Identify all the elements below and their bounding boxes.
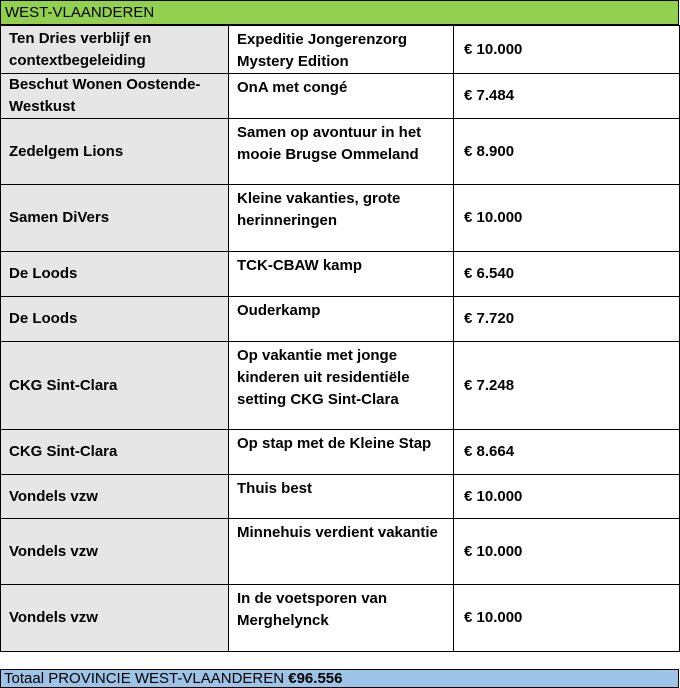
org-cell: CKG Sint-Clara — [1, 430, 229, 475]
table-row — [1, 119, 680, 185]
amount-cell: € 8.664 — [454, 430, 680, 475]
table-row — [1, 252, 680, 297]
amount-cell: € 7.720 — [454, 297, 680, 342]
org-cell: Samen DiVers — [1, 185, 229, 252]
total-amount: €96.556 — [288, 670, 343, 687]
org-cell: Ten Dries verblijf en contextbegeleiding — [1, 26, 229, 74]
project-cell: Kleine vakanties, grote herinneringen — [229, 185, 454, 252]
table-row — [1, 585, 680, 652]
amount-cell: € 10.000 — [454, 185, 680, 252]
province-total — [0, 669, 679, 688]
org-cell: Vondels vzw — [1, 585, 229, 652]
project-cell: Samen op avontuur in het mooie Brugse Ommeland — [229, 119, 454, 185]
amount-cell: € 8.900 — [454, 119, 680, 185]
table-row — [1, 185, 680, 252]
project-cell: Op vakantie met jonge kinderen uit residentiële setting CKG Sint-Clara — [229, 342, 454, 430]
province-header: WEST-VLAANDEREN — [0, 0, 679, 25]
table-row — [1, 342, 680, 430]
amount-cell: € 10.000 — [454, 475, 680, 519]
projects-table — [0, 25, 680, 652]
table-row — [1, 430, 680, 475]
amount-cell: € 7.248 — [454, 342, 680, 430]
project-cell: OnA met congé — [229, 74, 454, 119]
project-cell: Op stap met de Kleine Stap — [229, 430, 454, 475]
table-row — [1, 475, 680, 519]
table-row — [1, 26, 680, 74]
project-cell: Expeditie Jongerenzorg Mystery Edition — [229, 26, 454, 74]
org-cell: Vondels vzw — [1, 519, 229, 585]
amount-cell: € 10.000 — [454, 519, 680, 585]
table-row — [1, 519, 680, 585]
amount-cell: € 10.000 — [454, 26, 680, 74]
project-cell: Minnehuis verdient vakantie — [229, 519, 454, 585]
project-cell: TCK-CBAW kamp — [229, 252, 454, 297]
org-cell: Zedelgem Lions — [1, 119, 229, 185]
amount-cell: € 6.540 — [454, 252, 680, 297]
total-label: Totaal PROVINCIE WEST-VLAANDEREN — [4, 670, 285, 687]
org-cell: De Loods — [1, 297, 229, 342]
amount-cell: € 10.000 — [454, 585, 680, 652]
org-cell: CKG Sint-Clara — [1, 342, 229, 430]
project-cell: In de voetsporen van Merghelynck — [229, 585, 454, 652]
table-row — [1, 297, 680, 342]
project-cell: Ouderkamp — [229, 297, 454, 342]
org-cell: Beschut Wonen Oostende-Westkust — [1, 74, 229, 119]
org-cell: De Loods — [1, 252, 229, 297]
org-cell: Vondels vzw — [1, 475, 229, 519]
amount-cell: € 7.484 — [454, 74, 680, 119]
project-cell: Thuis best — [229, 475, 454, 519]
table-row — [1, 74, 680, 119]
